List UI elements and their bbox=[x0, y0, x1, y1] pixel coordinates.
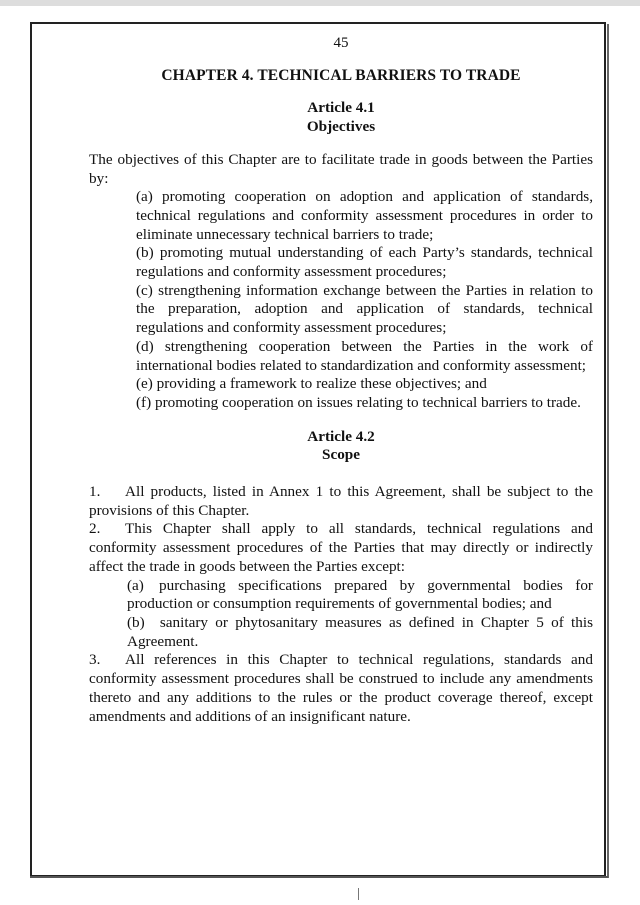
article-4-1-title: Objectives bbox=[306, 118, 376, 136]
scope-paragraph-3 bbox=[89, 651, 593, 726]
objective-item-c: (c) strengthening information exchange between the Parties in relation to the preparation, adoption and application of standards, technical regulations and conformity assessment procedures; bbox=[136, 281, 593, 337]
scan-edge bbox=[0, 0, 640, 6]
scope-paragraph-2 bbox=[89, 520, 593, 576]
page-border-shadow-right bbox=[607, 24, 609, 878]
scan-mark bbox=[358, 888, 359, 900]
exception-item-a: (a) purchasing specifications prepared by governmental bodies for production or consumption requirements of governmental bodies; and bbox=[127, 576, 593, 613]
paragraph-3-text: All references in this Chapter to technical regulations, standards and conformity assessment procedures shall be construed to include any amendments thereto and any additions to the rules or the product coverage thereof, except amendments and additions of an insignificant nature. bbox=[89, 651, 593, 725]
paragraph-2-text: This Chapter shall apply to all standards, technical regulations and conformity assessment procedures of the Parties that may directly or indirectly affect the trade in goods between the Parties except: bbox=[89, 520, 593, 575]
page-border-shadow-bottom bbox=[30, 876, 608, 878]
article-4-2-number: Article 4.2 bbox=[307, 427, 375, 445]
paragraph-1-number: 1. bbox=[89, 483, 101, 501]
article-4-1-number: Article 4.1 bbox=[307, 99, 375, 117]
paragraph-1-text: All products, listed in Annex 1 to this Agreement, shall be subject to the provisions of this Chapter. bbox=[89, 483, 593, 519]
exception-item-b: (b) sanitary or phytosanitary measures as defined in Chapter 5 of this Agreement. bbox=[127, 613, 593, 650]
paragraph-3-number: 3. bbox=[89, 651, 101, 669]
chapter-title: CHAPTER 4. TECHNICAL BARRIERS TO TRADE bbox=[161, 66, 521, 84]
page-number: 45 bbox=[333, 35, 349, 51]
objective-item-f: (f) promoting cooperation on issues relating to technical barriers to trade. bbox=[136, 393, 581, 411]
objective-item-e: (e) providing a framework to realize these objectives; and bbox=[136, 375, 487, 393]
document-page bbox=[89, 34, 593, 726]
objective-item-a: (a) promoting cooperation on adoption and application of standards, technical regulations and conformity assessment procedures in order to eliminate unnecessary technical barriers to trade; bbox=[136, 188, 593, 243]
article-4-2-title: Scope bbox=[322, 446, 360, 464]
scope-paragraph-1 bbox=[89, 483, 593, 520]
paragraph-2-number: 2. bbox=[89, 520, 101, 538]
objective-item-d: (d) strengthening cooperation between the Parties in the work of international bodies related to standardization and conformity assessment; bbox=[136, 337, 593, 374]
objective-item-b: (b) promoting mutual understanding of each Party’s standards, technical regulations and conformity assessment procedures; bbox=[136, 244, 593, 281]
article-4-1-intro: The objectives of this Chapter are to facilitate trade in goods between the Parties by: bbox=[89, 150, 593, 187]
